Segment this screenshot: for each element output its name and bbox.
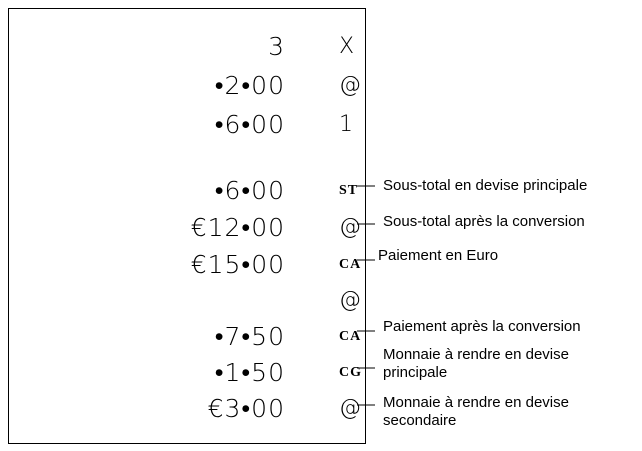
- annotation-line: Paiement après la conversion: [383, 318, 581, 335]
- receipt-amount-line-total: •6•00: [214, 110, 285, 139]
- annotation-line: Sous-total après la conversion: [383, 213, 585, 230]
- receipt-amount-converted-subtotal: €12•00: [190, 213, 285, 242]
- annotation-line: Paiement en Euro: [378, 247, 499, 264]
- receipt-symbol-department: 1: [339, 112, 353, 137]
- receipt-amount-quantity: 3: [268, 32, 285, 61]
- receipt-symbol-conversion: @: [339, 396, 361, 421]
- receipt-symbol-at: @: [339, 73, 361, 98]
- annotation-converted-payment: [383, 318, 581, 336]
- receipt-amount-change-primary: •1•50: [214, 358, 285, 387]
- receipt-amount-euro-payment: €15•00: [190, 250, 285, 279]
- annotation-change-primary: [383, 346, 569, 382]
- receipt-amount-converted-payment: •7•50: [214, 322, 285, 351]
- annotation-line: principale: [383, 364, 448, 381]
- receipt-symbol-cash: CA: [339, 257, 362, 272]
- receipt-amount-subtotal: •6•00: [214, 176, 285, 205]
- receipt-symbol-conversion: @: [339, 215, 361, 240]
- annotation-euro-payment: [378, 247, 498, 265]
- annotation-line: Monnaie à rendre en devise: [383, 394, 569, 411]
- receipt-symbol-multiply: X: [339, 34, 355, 59]
- receipt-symbol-cash: CA: [339, 329, 362, 344]
- annotation-line: Sous-total en devise principale: [383, 177, 588, 194]
- receipt-symbol-subtotal: ST: [339, 183, 359, 198]
- annotation-line: secondaire: [383, 412, 457, 429]
- receipt-amount-unit-price: •2•00: [214, 71, 285, 100]
- annotation-line: Monnaie à rendre en devise: [383, 346, 569, 363]
- annotation-change-secondary: [383, 394, 569, 430]
- annotation-subtotal-converted: [383, 213, 585, 231]
- receipt-symbol-change: CG: [339, 365, 362, 380]
- annotation-subtotal-primary: [383, 177, 587, 195]
- receipt-amount-change-secondary: €3•00: [207, 394, 285, 423]
- receipt-symbol-conversion: @: [339, 288, 361, 313]
